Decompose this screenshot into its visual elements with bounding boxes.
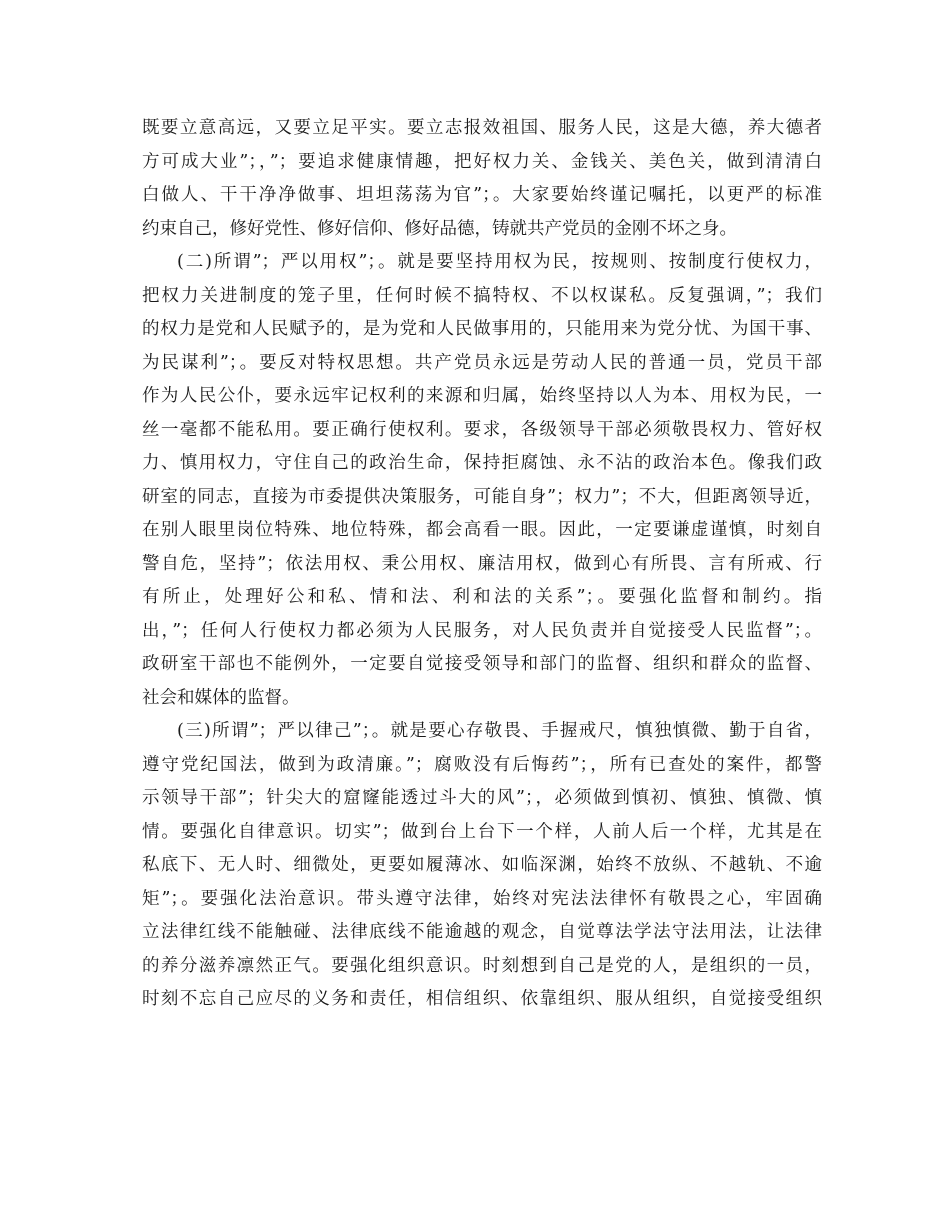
text-line: 出，”；任何人行使权力都必须为人民服务，对人民负责并自觉接受人民监督”；。 (142, 620, 822, 641)
text-line: 的养分滋养凛然正气。要强化组织意识。时刻想到自己是党的人，是组织的一员， (142, 955, 822, 976)
text-line: 的权力是党和人民赋予的，是为党和人民做事用的，只能用来为党分忧、为国干事、 (142, 319, 822, 339)
document-page (142, 112, 822, 1017)
text-line: 既要立意高远，又要立足平实。要立志报效祖国、服务人民，这是大德，养大德者 (142, 118, 822, 138)
paragraph-1 (142, 112, 822, 246)
text-line: 作为人民公仆，要永远牢记权利的来源和归属，始终坚持以人为本、用权为民，一 (142, 386, 822, 406)
text-line: 政研室干部也不能例外，一定要自觉接受领导和部门的监督、组织和群众的监督、 (142, 654, 822, 674)
paragraph-2 (142, 246, 822, 715)
text-line: 示领导干部”；针尖大的窟窿能透过斗大的风”；，必须做到慎初、慎独、慎微、慎 (142, 788, 822, 808)
text-line: 约束自己，修好党性、修好信仰、修好品德，铸就共产党员的金刚不坏之身。 (142, 218, 737, 239)
text-line: 警自危，坚持”；依法用权、秉公用权、廉洁用权，做到心有所畏、言有所戒、行 (142, 553, 822, 574)
text-line: (三)所谓”；严以律己”；。就是要心存敬畏、手握戒尺，慎独慎微、勤于自省， (177, 721, 822, 741)
text-line: 立法律红线不能触碰、法律底线不能逾越的观念，自觉尊法学法守法用法，让法律 (142, 922, 822, 942)
text-line: 丝一毫都不能私用。要正确行使权利。要求，各级领导干部必须敬畏权力、管好权 (142, 419, 822, 440)
text-line: 矩”；。要强化法治意识。带头遵守法律，始终对宪法法律怀有敬畏之心，牢固确 (142, 888, 822, 909)
paragraph-3 (142, 715, 822, 1017)
text-line: 方可成大业”；，”；要追求健康情趣，把好权力关、金钱关、美色关，做到清清白 (142, 151, 822, 172)
text-line: 力、慎用权力，守住自己的政治生命，保持拒腐蚀、永不沾的政治本色。像我们政 (142, 453, 822, 473)
text-line: 情。要强化自律意识。切实”；做到台上台下一个样，人前人后一个样，尤其是在 (142, 821, 822, 842)
text-line: 研室的同志，直接为市委提供决策服务，可能自身”；权力”；不大，但距离领导近， (142, 486, 822, 507)
text-line: 白做人、干干净净做事、坦坦荡荡为官”；。大家要始终谨记嘱托，以更严的标准 (142, 185, 822, 205)
text-line: 在别人眼里岗位特殊、地位特殊，都会高看一眼。因此，一定要谦虚谨慎，时刻自 (142, 520, 822, 540)
text-line: 私底下、无人时、细微处，更要如履薄冰、如临深渊，始终不放纵、不越轨、不逾 (142, 855, 822, 875)
text-line: 为民谋利”；。要反对特权思想。共产党员永远是劳动人民的普通一员，党员干部 (142, 352, 822, 373)
text-line: 遵守党纪国法，做到为政清廉。”；腐败没有后悔药”；，所有已查处的案件，都警 (142, 754, 822, 775)
text-line: 把权力关进制度的笼子里，任何时候不搞特权、不以权谋私。反复强调，”；我们 (142, 285, 822, 306)
text-line: 时刻不忘自己应尽的义务和责任，相信组织、依靠组织、服从组织，自觉接受组织 (142, 989, 822, 1009)
text-line: (二)所谓”；严以用权”；。就是要坚持用权为民，按规则、按制度行使权力， (177, 252, 822, 272)
text-line: 社会和媒体的监督。 (142, 687, 300, 708)
text-line: 有所止，处理好公和私、情和法、利和法的关系”；。要强化监督和制约。指 (142, 587, 822, 607)
